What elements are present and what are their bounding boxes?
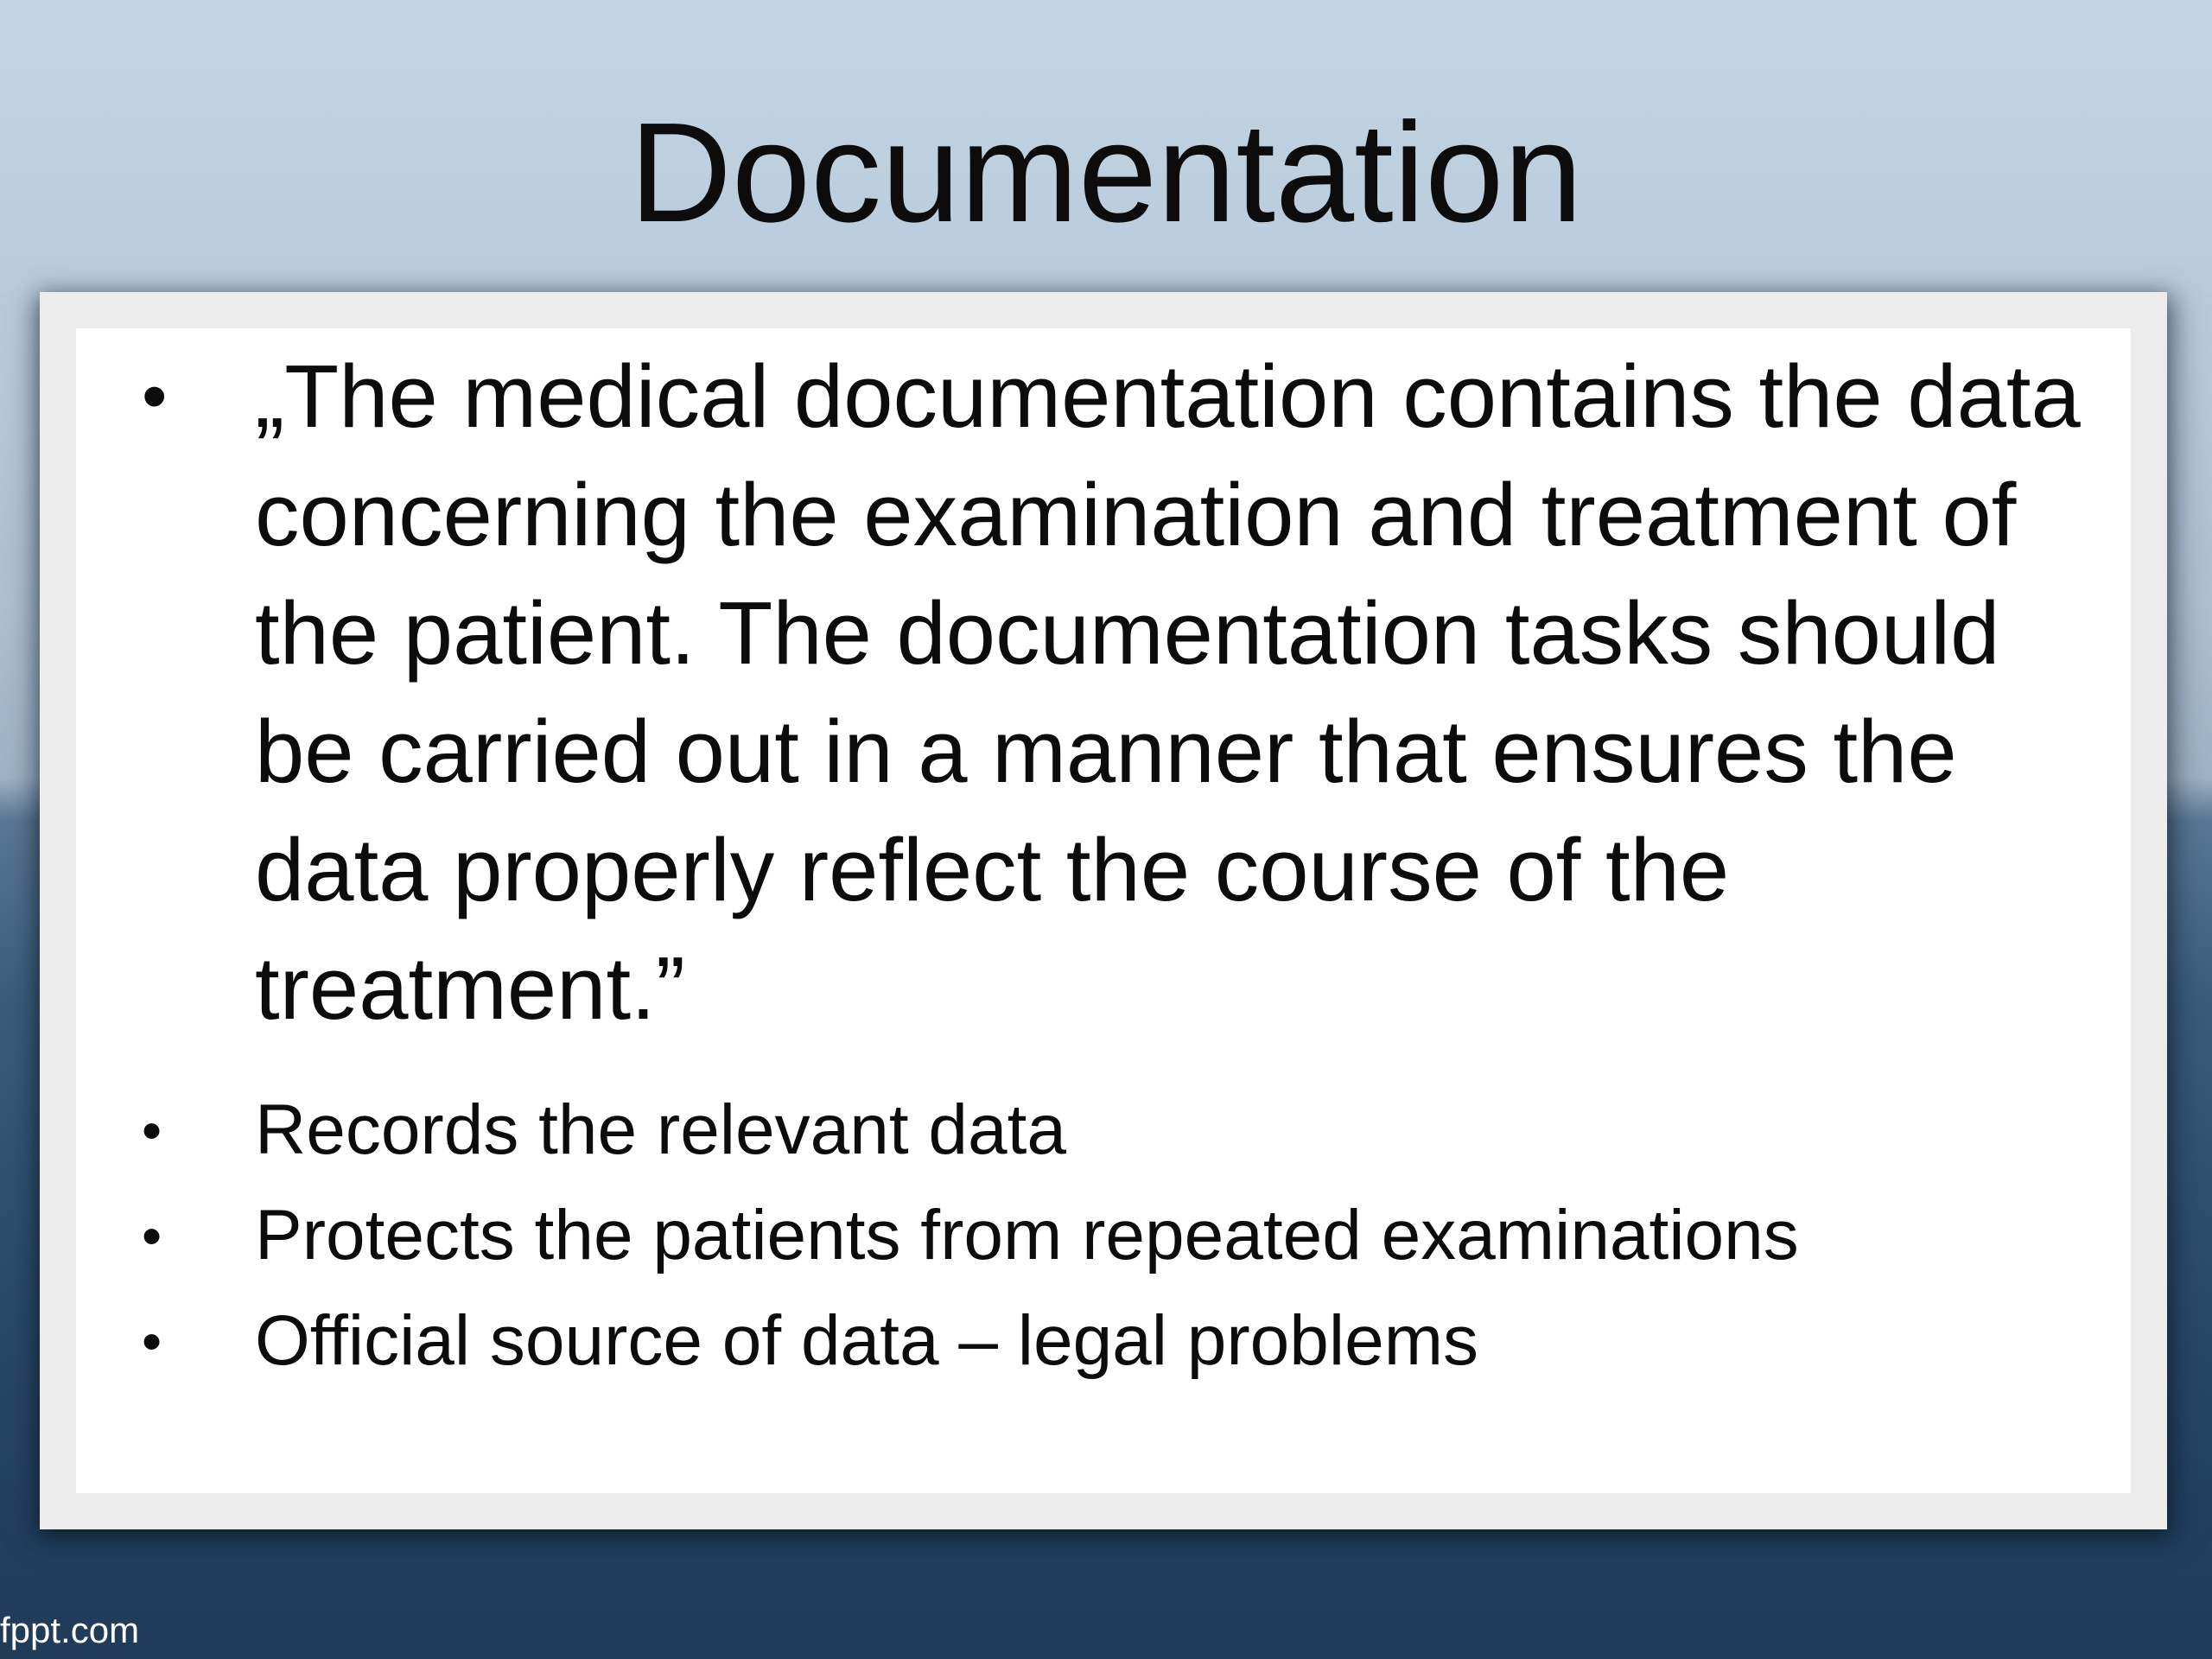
bullet-text: Records the relevant data <box>255 1090 1066 1169</box>
bullet-marker: • <box>142 1098 162 1162</box>
content-panel <box>40 292 2167 1529</box>
bullet-text: Protects the patients from repeated examinations <box>255 1196 1799 1274</box>
slide-title: Documentation <box>629 93 1583 251</box>
bullet-marker: • <box>142 1204 162 1268</box>
bullet-marker: • <box>142 1309 162 1373</box>
footer-brand-text: fppt.com <box>0 1610 140 1650</box>
bullet-marker: • <box>142 355 168 436</box>
bullet-text: „The medical documentation contains the data concerning the examination and treatment of the patient. The documentation tasks should be carried out in a manner that ensures the data properly reflect the course of the treatment.” <box>255 346 2081 1038</box>
content-panel-inner <box>76 328 2131 1493</box>
bullet-text: Official source of data – legal problems <box>255 1301 1479 1380</box>
